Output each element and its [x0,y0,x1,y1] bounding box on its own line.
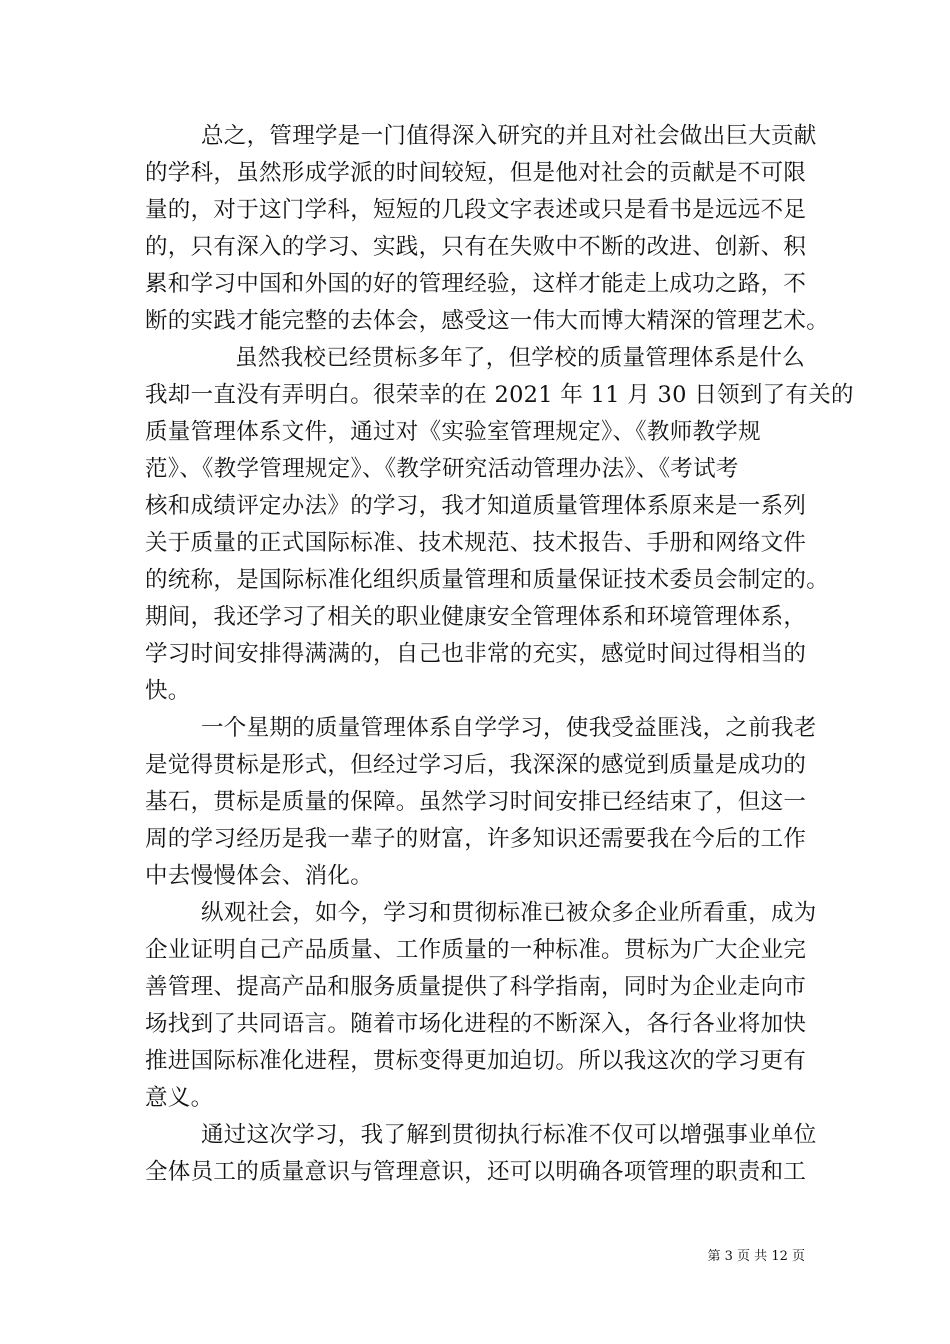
text-line: 企业证明自己产品质量、工作质量的一种标准。贯标为广大企业完 [145,937,807,963]
text-line: 范》、《教学管理规定》、《教学研究活动管理办法》、《考试考 [145,456,739,482]
page-number: 第 3 页 共 12 页 [707,1249,805,1264]
text-line: 断的实践才能完整的去体会，感受这一伟大而博大精深的管理艺术。 [145,308,830,334]
text-line: 善管理、提高产品和服务质量提供了科学指南，同时为企业走向市 [145,974,807,1000]
text-line: 快。 [145,678,191,704]
text-line: 期间，我还学习了相关的职业健康安全管理体系和环境管理体系， [145,604,807,630]
text-line: 质量管理体系文件，通过对《实验室管理规定》、《教师教学规 [145,419,761,445]
paragraph-3 [145,710,817,895]
text-line: 纵观社会，如今，学习和贯彻标准已被众多企业所看重，成为 [201,900,817,926]
paragraph-5 [145,1117,817,1191]
text-line: 虽然我校已经贯标多年了，但学校的质量管理体系是什么 [235,345,806,371]
paragraph-2 [145,340,854,710]
text-line: 的统称，是国际标准化组织质量管理和质量保证技术委员会制定的。 [145,567,830,593]
text-line: 的，只有深入的学习、实践，只有在失败中不断的改进、创新、积 [145,234,807,260]
text-line: 的学科，虽然形成学派的时间较短，但是他对社会的贡献是不可限 [145,160,807,186]
text-line: 量的，对于这门学科，短短的几段文字表述或只是看书是远远不足 [145,197,807,223]
body-text [145,118,854,1191]
text-line: 意义。 [145,1085,214,1111]
text-line: 我却一直没有弄明白。很荣幸的在 2021 年 11 月 30 日领到了有关的 [145,382,854,408]
text-line: 是觉得贯标是形式，但经过学习后，我深深的感觉到质量是成功的 [145,752,807,778]
text-line: 中去慢慢体会、消化。 [145,863,374,889]
paragraph-4 [145,895,817,1117]
paragraph-1 [145,118,830,340]
text-line: 总之，管理学是一门值得深入研究的并且对社会做出巨大贡献 [201,123,817,149]
text-line: 关于质量的正式国际标准、技术规范、技术报告、手册和网络文件 [145,530,807,556]
text-line: 通过这次学习，我了解到贯彻执行标准不仅可以增强事业单位 [201,1122,817,1148]
text-line: 核和成绩评定办法》的学习，我才知道质量管理体系原来是一系列 [145,493,807,519]
text-line: 周的学习经历是我一辈子的财富，许多知识还需要我在今后的工作 [145,826,807,852]
text-line: 一个星期的质量管理体系自学学习，使我受益匪浅，之前我老 [201,715,817,741]
text-line: 累和学习中国和外国的好的管理经验，这样才能走上成功之路，不 [145,271,807,297]
text-line: 学习时间安排得满满的，自己也非常的充实，感觉时间过得相当的 [145,641,807,667]
text-line: 基石，贯标是质量的保障。虽然学习时间安排已经结束了，但这一 [145,789,807,815]
text-line: 场找到了共同语言。随着市场化进程的不断深入，各行各业将加快 [145,1011,807,1037]
text-line: 全体员工的质量意识与管理意识，还可以明确各项管理的职责和工 [145,1159,807,1185]
text-line: 推进国际标准化进程，贯标变得更加迫切。所以我这次的学习更有 [145,1048,807,1074]
